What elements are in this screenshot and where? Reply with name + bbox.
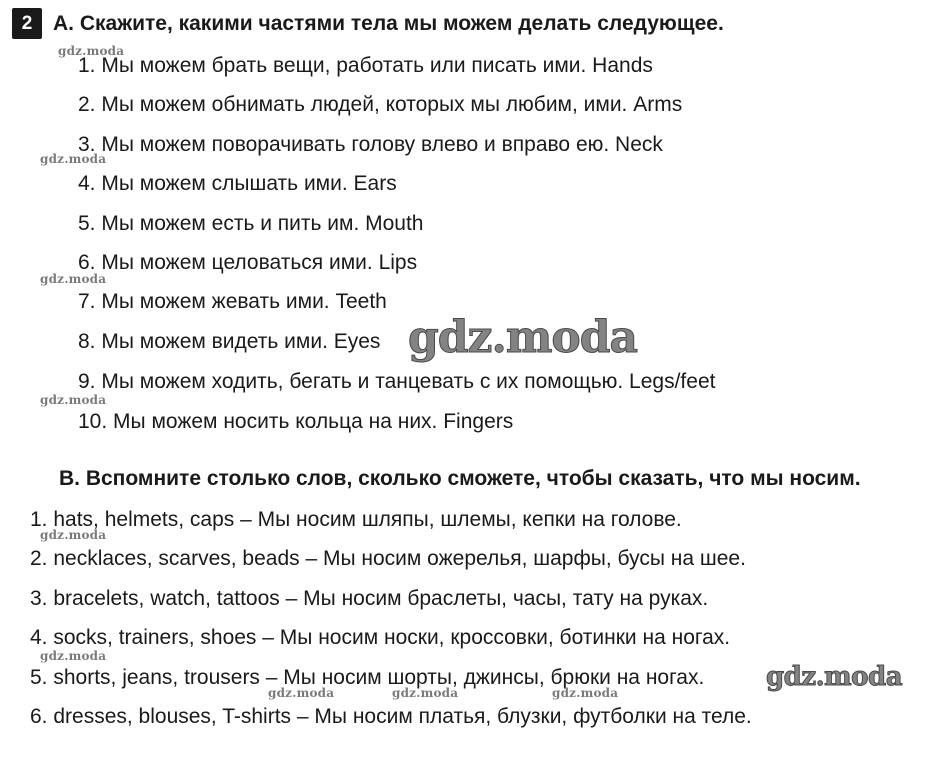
exercise-number-badge: 2 <box>12 8 42 39</box>
section-a-item: 1. Мы можем брать вещи, работать или писать ими. Hands <box>78 54 653 77</box>
section-b-item: 3. bracelets, watch, tattoos – Мы носим браслеты, часы, тату на руках. <box>30 587 709 610</box>
watermark-large: gdz.moda <box>766 662 903 692</box>
section-b-heading: B. Вспомните столько слов, сколько сможете, чтобы сказать, что мы носим. <box>59 467 861 490</box>
section-a-item: 4. Мы можем слышать ими. Ears <box>78 172 397 195</box>
section-b-item: 6. dresses, blouses, T-shirts – Мы носим платья, блузки, футболки на теле. <box>30 705 752 728</box>
section-a-item: 7. Мы можем жевать ими. Teeth <box>78 290 387 313</box>
section-a-item: 9. Мы можем ходить, бегать и танцевать с их помощью. Legs/feet <box>78 370 716 393</box>
section-a-item: 3. Мы можем поворачивать голову влево и вправо ею. Neck <box>78 133 663 156</box>
watermark-small: gdz.moda <box>268 686 335 700</box>
watermark-small: gdz.moda <box>40 649 107 663</box>
section-a-item: 2. Мы можем обнимать людей, которых мы любим, ими. Arms <box>78 93 683 116</box>
watermark-small: gdz.moda <box>40 393 107 407</box>
section-a-item: 6. Мы можем целоваться ими. Lips <box>78 251 418 274</box>
watermark-small: gdz.moda <box>58 44 125 58</box>
section-b-item: 2. necklaces, scarves, beads – Мы носим ожерелья, шарфы, бусы на шее. <box>30 547 746 570</box>
section-a-item: 8. Мы можем видеть ими. Eyes <box>78 330 381 353</box>
section-b-item: 1. hats, helmets, caps – Мы носим шляпы, шлемы, кепки на голове. <box>30 508 682 531</box>
section-a-item: 5. Мы можем есть и пить им. Mouth <box>78 212 424 235</box>
watermark-large: gdz.moda <box>408 312 638 363</box>
watermark-small: gdz.moda <box>40 152 107 166</box>
watermark-small: gdz.moda <box>392 686 459 700</box>
watermark-small: gdz.moda <box>40 528 107 542</box>
section-a-item: 10. Мы можем носить кольца на них. Fingers <box>78 410 514 433</box>
section-b-item: 5. shorts, jeans, trousers – Мы носим шорты, джинсы, брюки на ногах. <box>30 666 705 689</box>
section-b-item: 4. socks, trainers, shoes – Мы носим носки, кроссовки, ботинки на ногах. <box>30 626 731 649</box>
watermark-small: gdz.moda <box>40 272 107 286</box>
section-a-heading: A. Скажите, какими частями тела мы можем делать следующее. <box>53 12 724 35</box>
watermark-small: gdz.moda <box>552 686 619 700</box>
